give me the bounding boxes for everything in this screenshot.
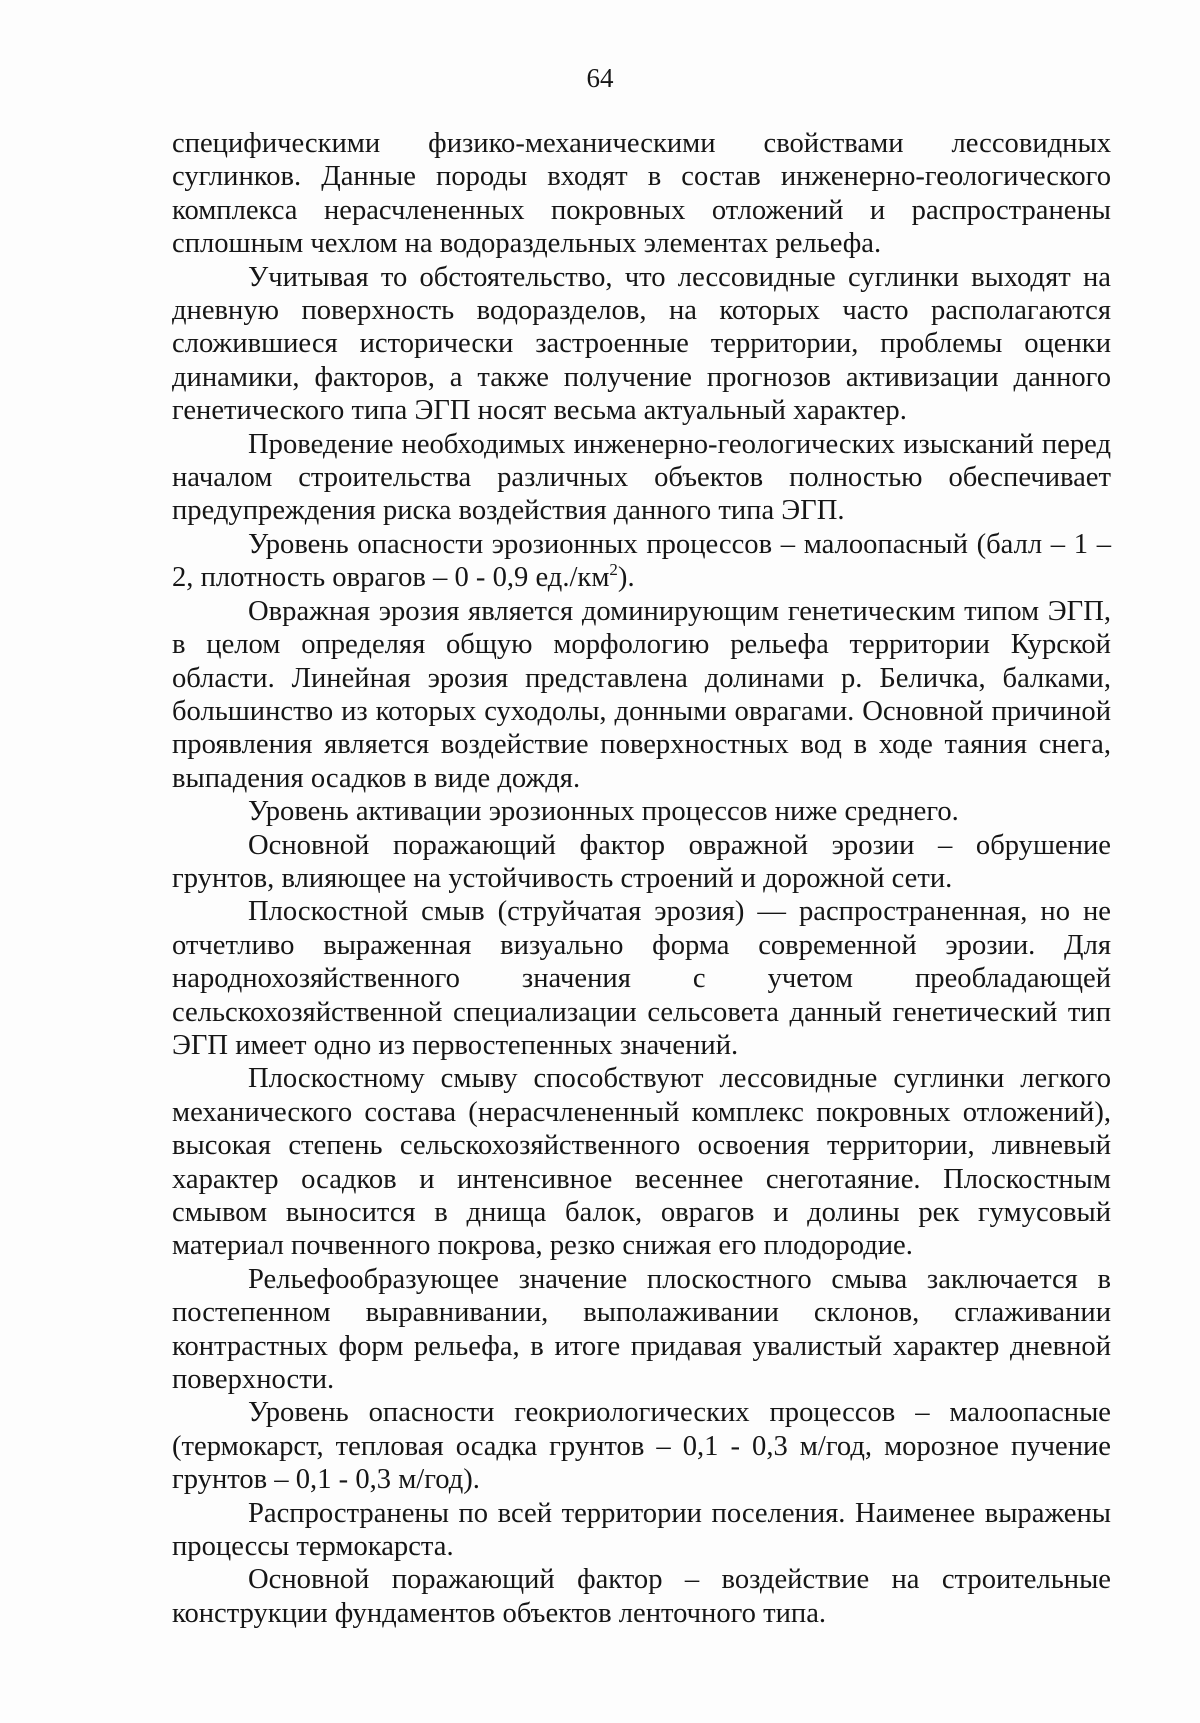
paragraph — [172, 261, 1111, 428]
paragraph — [172, 1563, 1111, 1630]
paragraph-text: Уровень опасности эрозионных процессов – малоопасный (балл – 1 – 2, плотность оврагов – 0 - 0,9 ед./км — [172, 528, 1111, 594]
paragraph — [172, 1396, 1111, 1496]
paragraph-text: Распространены по всей территории поселения. Наименее выражены процессы термокарста. — [172, 1497, 1111, 1563]
paragraph — [172, 1263, 1111, 1397]
paragraph — [172, 1062, 1111, 1262]
paragraph — [172, 895, 1111, 1062]
paragraph-text-tail: ). — [617, 562, 635, 594]
paragraph-text: Овражная эрозия является доминирующим генетическим типом ЭГП, в целом определяя общую морфологию рельефа территории Курской области. Линейная эрозия представлена долинами р. Беличка, балками, большинство из которых суходолы, донными оврагами. Основной причиной проявления является воздействие поверхностных вод в ходе таяния снега, выпадения осадков в виде дождя. — [172, 595, 1111, 794]
page-number: 64 — [586, 63, 614, 93]
paragraph-text: Уровень опасности геокриологических процессов – малоопасные (термокарст, тепловая осадка грунтов – 0,1 - 0,3 м/год, морозное пучение грунтов – 0,1 - 0,3 м/год). — [172, 1397, 1111, 1496]
paragraph — [172, 595, 1111, 795]
paragraph — [172, 528, 1111, 595]
paragraph-text: Учитывая то обстоятельство, что лессовидные суглинки выходят на дневную поверхность водоразделов, на которых часто располагаются сложившиеся исторически застроенные территории, проблемы оценки динамики, факторов, а также получение прогнозов активизации данного генетического типа ЭГП носят весьма актуальный характер. — [172, 261, 1111, 427]
document-body — [172, 127, 1111, 1630]
paragraph-text: Уровень активации эрозионных процессов ниже среднего. — [248, 796, 959, 828]
paragraph-text: Основной поражающий фактор овражной эрозии – обрушение грунтов, влияющее на устойчивость строений и дорожной сети. — [172, 829, 1111, 894]
paragraph-text: Рельефообразующее значение плоскостного смыва заключается в постепенном выравнивании, выполаживании склонов, сглаживании контрастных форм рельефа, в итоге придавая увалистый характер дневной поверхности. — [172, 1263, 1111, 1396]
superscript: 2 — [609, 560, 618, 580]
paragraph — [172, 829, 1111, 896]
paragraph-text: Проведение необходимых инженерно-геологических изысканий перед началом строительства различных объектов полностью обеспечивает предупреждения риска воздействия данного типа ЭГП. — [172, 428, 1111, 527]
paragraph — [172, 428, 1111, 528]
paragraph-text: Основной поражающий фактор – воздействие на строительные конструкции фундаментов объектов ленточного типа. — [172, 1564, 1111, 1629]
paragraph — [172, 795, 1111, 828]
paragraph-text: Плоскостной смыв (струйчатая эрозия) — распространенная, но не отчетливо выраженная визуально форма современной эрозии. Для народнохозяйственного значения с учетом преобладающей сельскохозяйственной специализации сельсовета данный генетический тип ЭГП имеет одно из первостепенных значений. — [172, 896, 1111, 1061]
paragraph — [172, 127, 1111, 261]
paragraph-text: специфическими физико-механическими свойствами лессовидных суглинков. Данные породы входят в состав инженерно-геологического комплекса нерасчлененных покровных отложений и распространены сплошным чехлом на водораздельных элементах рельефа. — [172, 128, 1111, 260]
paragraph — [172, 1497, 1111, 1564]
paragraph-text: Плоскостному смыву способствуют лессовидные суглинки легкого механического состава (нерасчлененный комплекс покровных отложений), высокая степень сельскохозяйственного освоения территории, ливневый характер осадков и интенсивное весеннее снеготаяние. Плоскостным смывом выносится в днища балок, оврагов и долины рек гумусовый материал почвенного покрова, резко снижая его плодородие. — [172, 1063, 1111, 1262]
